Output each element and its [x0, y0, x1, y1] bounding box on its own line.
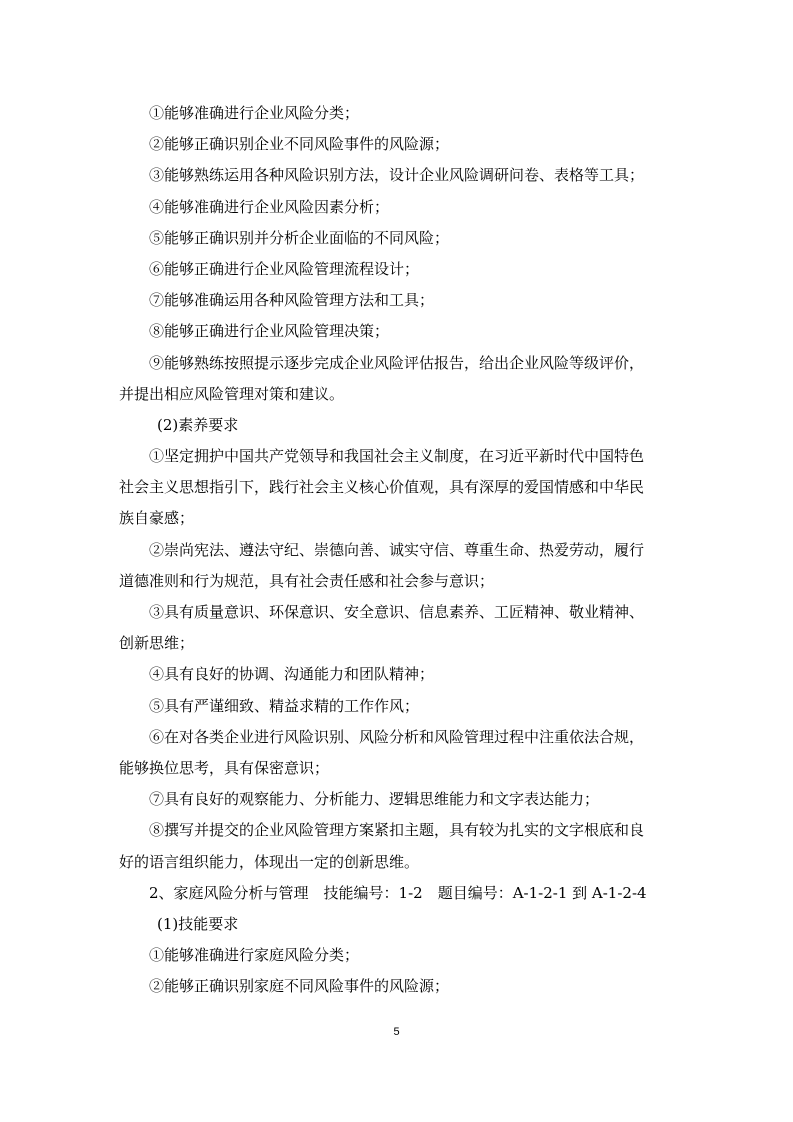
skill-1-item-9-line-2: 并提出相应风险管理对策和建议。 — [119, 384, 345, 403]
section-2-item-2: ②能够正确识别家庭不同风险事件的风险源； — [149, 977, 450, 996]
quality-item-2-line-2: 道德准则和行为规范，具有社会责任感和社会参与意识； — [119, 571, 495, 590]
skill-1-item-7: ⑦能够准确运用各种风险管理方法和工具； — [149, 291, 435, 310]
quality-item-4: ④具有良好的协调、沟通能力和团队精神； — [149, 665, 435, 684]
skill-1-item-6: ⑥能够正确进行企业风险管理流程设计； — [149, 259, 420, 278]
quality-item-8-line-1: ⑧撰写并提交的企业风险管理方案紧扣主题，具有较为扎实的文字根底和良 — [149, 821, 645, 840]
quality-item-3-line-1: ③具有质量意识、环保意识、安全意识、信息素养、工匠精神、敬业精神、 — [149, 603, 645, 621]
quality-item-1-line-1: ①坚定拥护中国共产党领导和我国社会主义制度，在习近平新时代中国特色 — [149, 447, 645, 466]
section-2-item-1: ①能够准确进行家庭风险分类； — [149, 946, 360, 965]
quality-item-8-line-2: 好的语言组织能力，体现出一定的创新思维。 — [119, 852, 420, 871]
skill-1-item-9-line-1: ⑨能够熟练按照提示逐步完成企业风险评估报告，给出企业风险等级评价， — [149, 353, 645, 372]
quality-item-1-line-3: 族自豪感； — [119, 509, 195, 528]
quality-requirements-heading: (2)素养要求 — [157, 415, 239, 434]
skill-1-item-4: ④能够准确进行企业风险因素分析； — [149, 197, 390, 216]
skill-1-item-1: ①能够准确进行企业风险分类； — [149, 104, 360, 122]
quality-item-2-line-1: ②崇尚宪法、遵法守纪、崇德向善、诚实守信、尊重生命、热爱劳动，履行 — [149, 540, 645, 559]
quality-item-3-line-2: 创新思维； — [119, 634, 195, 653]
quality-item-5: ⑤具有严谨细致、精益求精的工作作风； — [149, 696, 420, 715]
quality-item-1-line-2: 社会主义思想指引下，践行社会主义核心价值观，具有深厚的爱国情感和中华民 — [119, 478, 645, 497]
quality-item-7: ⑦具有良好的观察能力、分析能力、逻辑思维能力和文字表达能力； — [149, 790, 600, 809]
section-2-heading: 2、家庭风险分析与管理 技能编号：1-2 题目编号：A-1-2-1 到 A-1-2-4 — [149, 883, 647, 902]
quality-item-6-line-2: 能够换位思考，具有保密意识； — [119, 758, 330, 777]
skill-1-item-8: ⑧能够正确进行企业风险管理决策； — [149, 322, 390, 341]
quality-item-6-line-1: ⑥在对各类企业进行风险识别、风险分析和风险管理过程中注重依法合规， — [149, 727, 645, 746]
skill-1-item-3: ③能够熟练运用各种风险识别方法，设计企业风险调研问卷、表格等工具； — [149, 166, 645, 185]
page-number: 5 — [393, 1026, 400, 1038]
page-content — [119, 98, 679, 1002]
skill-1-item-2: ②能够正确识别企业不同风险事件的风险源； — [149, 135, 450, 154]
skill-1-item-5: ⑤能够正确识别并分析企业面临的不同风险； — [149, 228, 450, 247]
section-2-skill-heading: (1)技能要求 — [157, 914, 239, 933]
